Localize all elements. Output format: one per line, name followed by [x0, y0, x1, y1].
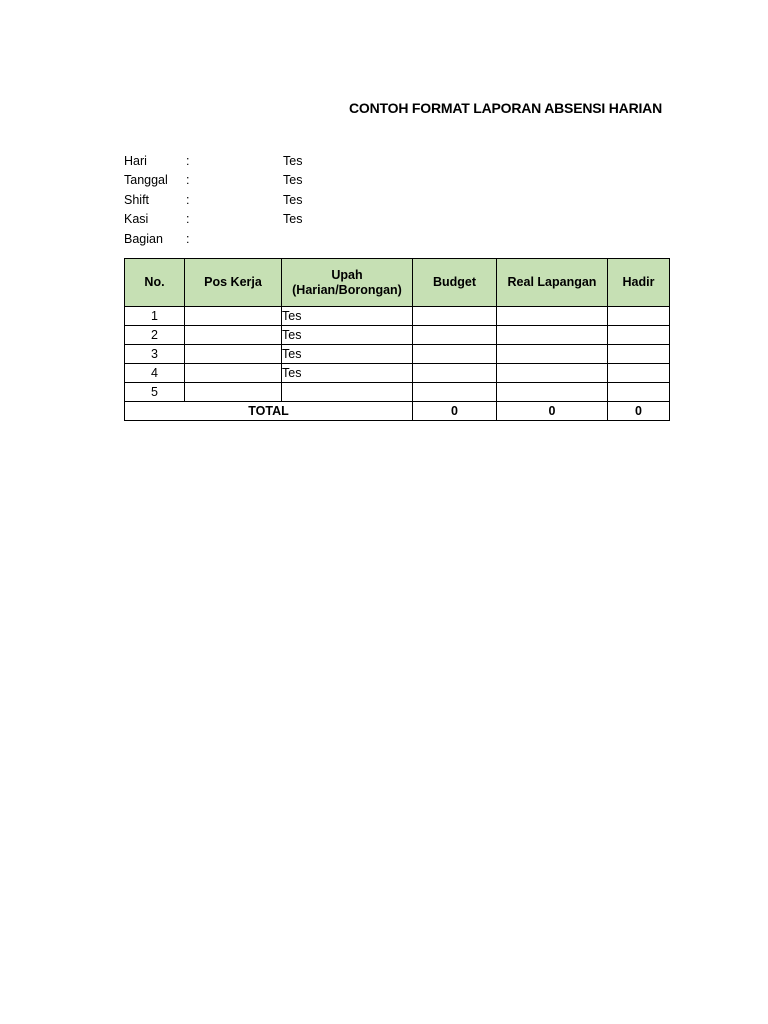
- cell-real-lapangan: [497, 326, 608, 345]
- header-upah-line2: (Harian/Borongan): [292, 282, 402, 297]
- cell-hadir: [608, 345, 670, 364]
- total-label: TOTAL: [125, 402, 413, 421]
- cell-hadir: [608, 383, 670, 402]
- cell-pos-kerja: [185, 364, 282, 383]
- info-colon: :: [186, 232, 190, 246]
- cell-budget: [413, 326, 497, 345]
- cell-no: 2: [125, 326, 185, 345]
- table-row: [125, 307, 670, 326]
- header-real-lapangan: Real Lapangan: [497, 259, 608, 307]
- cell-real-lapangan: [497, 364, 608, 383]
- cell-hadir: [608, 307, 670, 326]
- cell-no: 5: [125, 383, 185, 402]
- cell-pos-kerja: [185, 345, 282, 364]
- info-colon: :: [186, 212, 190, 226]
- table-row: [125, 383, 670, 402]
- info-label: Kasi: [124, 212, 149, 226]
- cell-hadir: [608, 364, 670, 383]
- total-real-lapangan: 0: [497, 402, 608, 421]
- header-hadir: Hadir: [608, 259, 670, 307]
- info-label: Shift: [124, 193, 150, 207]
- info-label: Bagian: [124, 232, 163, 246]
- cell-budget: [413, 307, 497, 326]
- header-upah-line1: Upah: [331, 267, 363, 282]
- info-label: Tanggal: [124, 173, 168, 187]
- cell-no: 1: [125, 307, 185, 326]
- cell-pos-kerja: [185, 326, 282, 345]
- cell-real-lapangan: [497, 383, 608, 402]
- table-row: [125, 326, 670, 345]
- info-colon: :: [186, 173, 190, 187]
- table-row: [125, 345, 670, 364]
- cell-upah: Tes: [282, 345, 413, 364]
- cell-upah: Tes: [282, 307, 413, 326]
- cell-upah: Tes: [282, 364, 413, 383]
- cell-budget: [413, 345, 497, 364]
- info-value: Tes: [283, 173, 303, 187]
- attendance-table: [124, 258, 670, 421]
- info-label: Hari: [124, 154, 147, 168]
- table-header-row: [125, 259, 670, 307]
- header-budget: Budget: [413, 259, 497, 307]
- info-value: Tes: [283, 154, 303, 168]
- info-value: Tes: [283, 212, 303, 226]
- cell-pos-kerja: [185, 383, 282, 402]
- header-pos-kerja: Pos Kerja: [185, 259, 282, 307]
- cell-real-lapangan: [497, 307, 608, 326]
- info-colon: :: [186, 154, 190, 168]
- header-no: No.: [125, 259, 185, 307]
- cell-real-lapangan: [497, 345, 608, 364]
- header-upah: [282, 259, 413, 307]
- cell-upah: Tes: [282, 326, 413, 345]
- page-title: CONTOH FORMAT LAPORAN ABSENSI HARIAN: [349, 100, 662, 116]
- cell-budget: [413, 383, 497, 402]
- total-budget: 0: [413, 402, 497, 421]
- info-value: Tes: [283, 193, 303, 207]
- total-hadir: 0: [608, 402, 670, 421]
- cell-upah: [282, 383, 413, 402]
- cell-budget: [413, 364, 497, 383]
- total-row: [125, 402, 670, 421]
- cell-no: 4: [125, 364, 185, 383]
- info-colon: :: [186, 193, 190, 207]
- cell-no: 3: [125, 345, 185, 364]
- table-row: [125, 364, 670, 383]
- cell-pos-kerja: [185, 307, 282, 326]
- cell-hadir: [608, 326, 670, 345]
